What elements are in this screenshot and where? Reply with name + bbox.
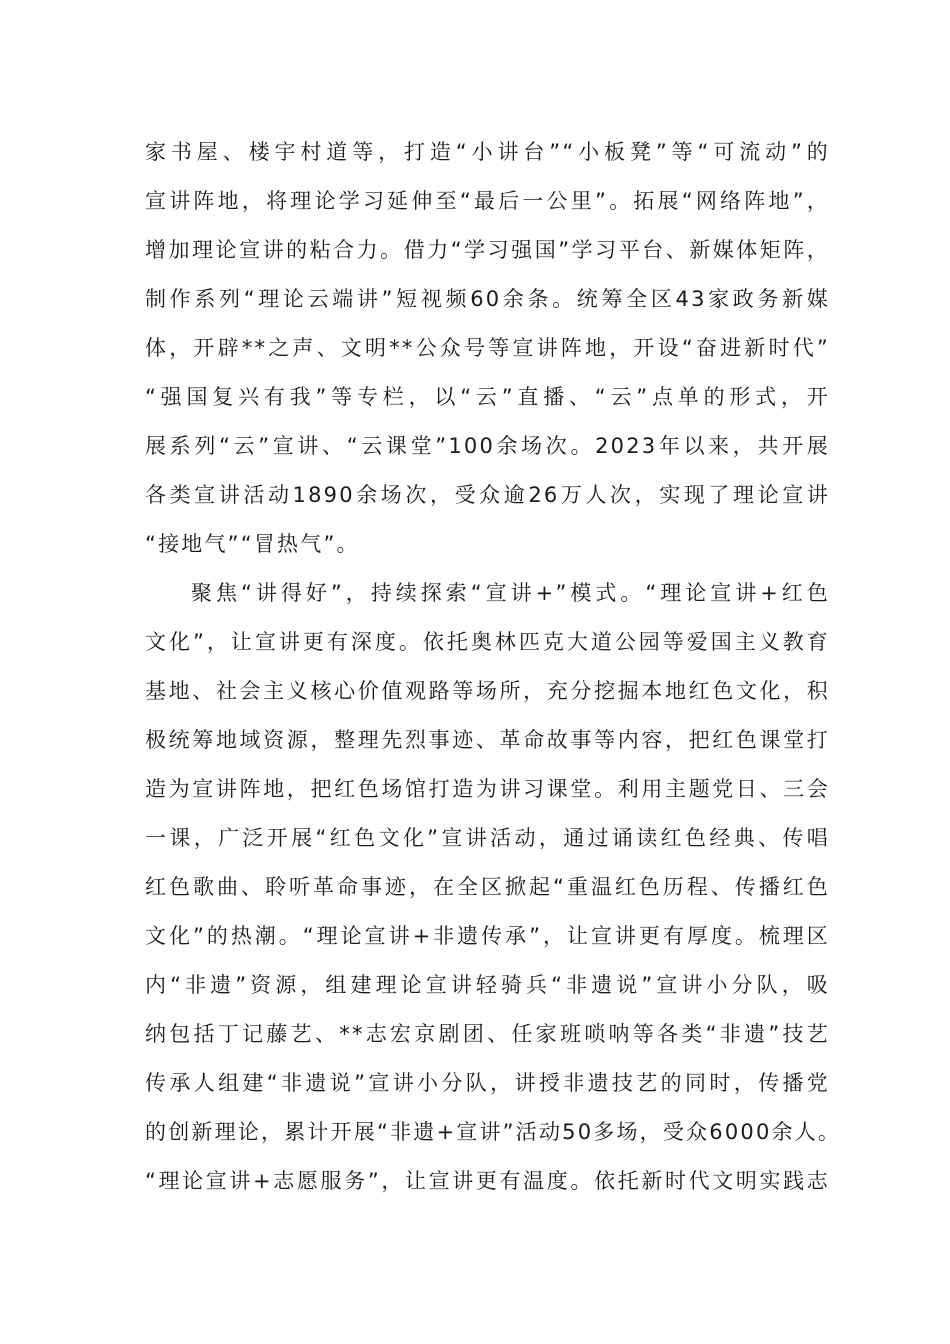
text-line: 体，开辟**之声、文明**公众号等宣讲阵地，开设“奋进新时代” — [145, 336, 830, 360]
text-line: 各类宣讲活动1890余场次，受众逾26万人次，实现了理论宣讲 — [145, 483, 830, 507]
text-line: 制作系列“理论云端讲”短视频60余条。统筹全区43家政务新媒 — [145, 287, 830, 311]
text-line: 基地、社会主义核心价值观路等场所，充分挖掘本地红色文化，积 — [145, 679, 830, 703]
text-line: 的创新理论，累计开展“非遗+宣讲”活动50多场，受众6000余人。 — [145, 1120, 842, 1144]
text-line: “强国复兴有我”等专栏，以“云”直播、“云”点单的形式，开 — [145, 385, 830, 409]
text-line: 极统筹地域资源，整理先烈事迹、革命故事等内容，把红色课堂打 — [145, 728, 830, 752]
text-line: 造为宣讲阵地，把红色场馆打造为讲习课堂。利用主题党日、三会 — [145, 777, 830, 801]
text-line: “理论宣讲+志愿服务”，让宣讲更有温度。依托新时代文明实践志 — [145, 1169, 830, 1193]
text-line: 增加理论宣讲的粘合力。借力“学习强国”学习平台、新媒体矩阵， — [145, 238, 830, 262]
paragraph-first-line: 聚焦“讲得好”，持续探索“宣讲+”模式。“理论宣讲+红色 — [191, 581, 830, 605]
text-line: 一课，广泛开展“红色文化”宣讲活动，通过诵读红色经典、传唱 — [145, 826, 830, 850]
text-line: 展系列“云”宣讲、“云课堂”100余场次。2023年以来，共开展 — [145, 434, 830, 458]
body-text — [145, 128, 842, 1206]
paragraph-end-line: “接地气”“冒热气”。 — [145, 532, 360, 556]
text-line: 宣讲阵地，将理论学习延伸至“最后一公里”。拓展“网络阵地”， — [145, 189, 830, 213]
text-line: 红色歌曲、聆听革命事迹，在全区掀起“重温红色历程、传播红色 — [145, 875, 830, 899]
text-line: 内“非遗”资源，组建理论宣讲轻骑兵“非遗说”宣讲小分队，吸 — [145, 973, 830, 997]
text-line: 纳包括丁记藤艺、**志宏京剧团、任家班唢呐等各类“非遗”技艺 — [145, 1022, 830, 1046]
text-line: 家书屋、楼宇村道等，打造“小讲台”“小板凳”等“可流动”的 — [145, 140, 830, 164]
text-line: 文化”，让宣讲更有深度。依托奥林匹克大道公园等爱国主义教育 — [145, 630, 830, 654]
text-line: 文化”的热潮。“理论宣讲+非遗传承”，让宣讲更有厚度。梳理区 — [145, 924, 830, 948]
text-line: 传承人组建“非遗说”宣讲小分队，讲授非遗技艺的同时，传播党 — [145, 1071, 830, 1095]
